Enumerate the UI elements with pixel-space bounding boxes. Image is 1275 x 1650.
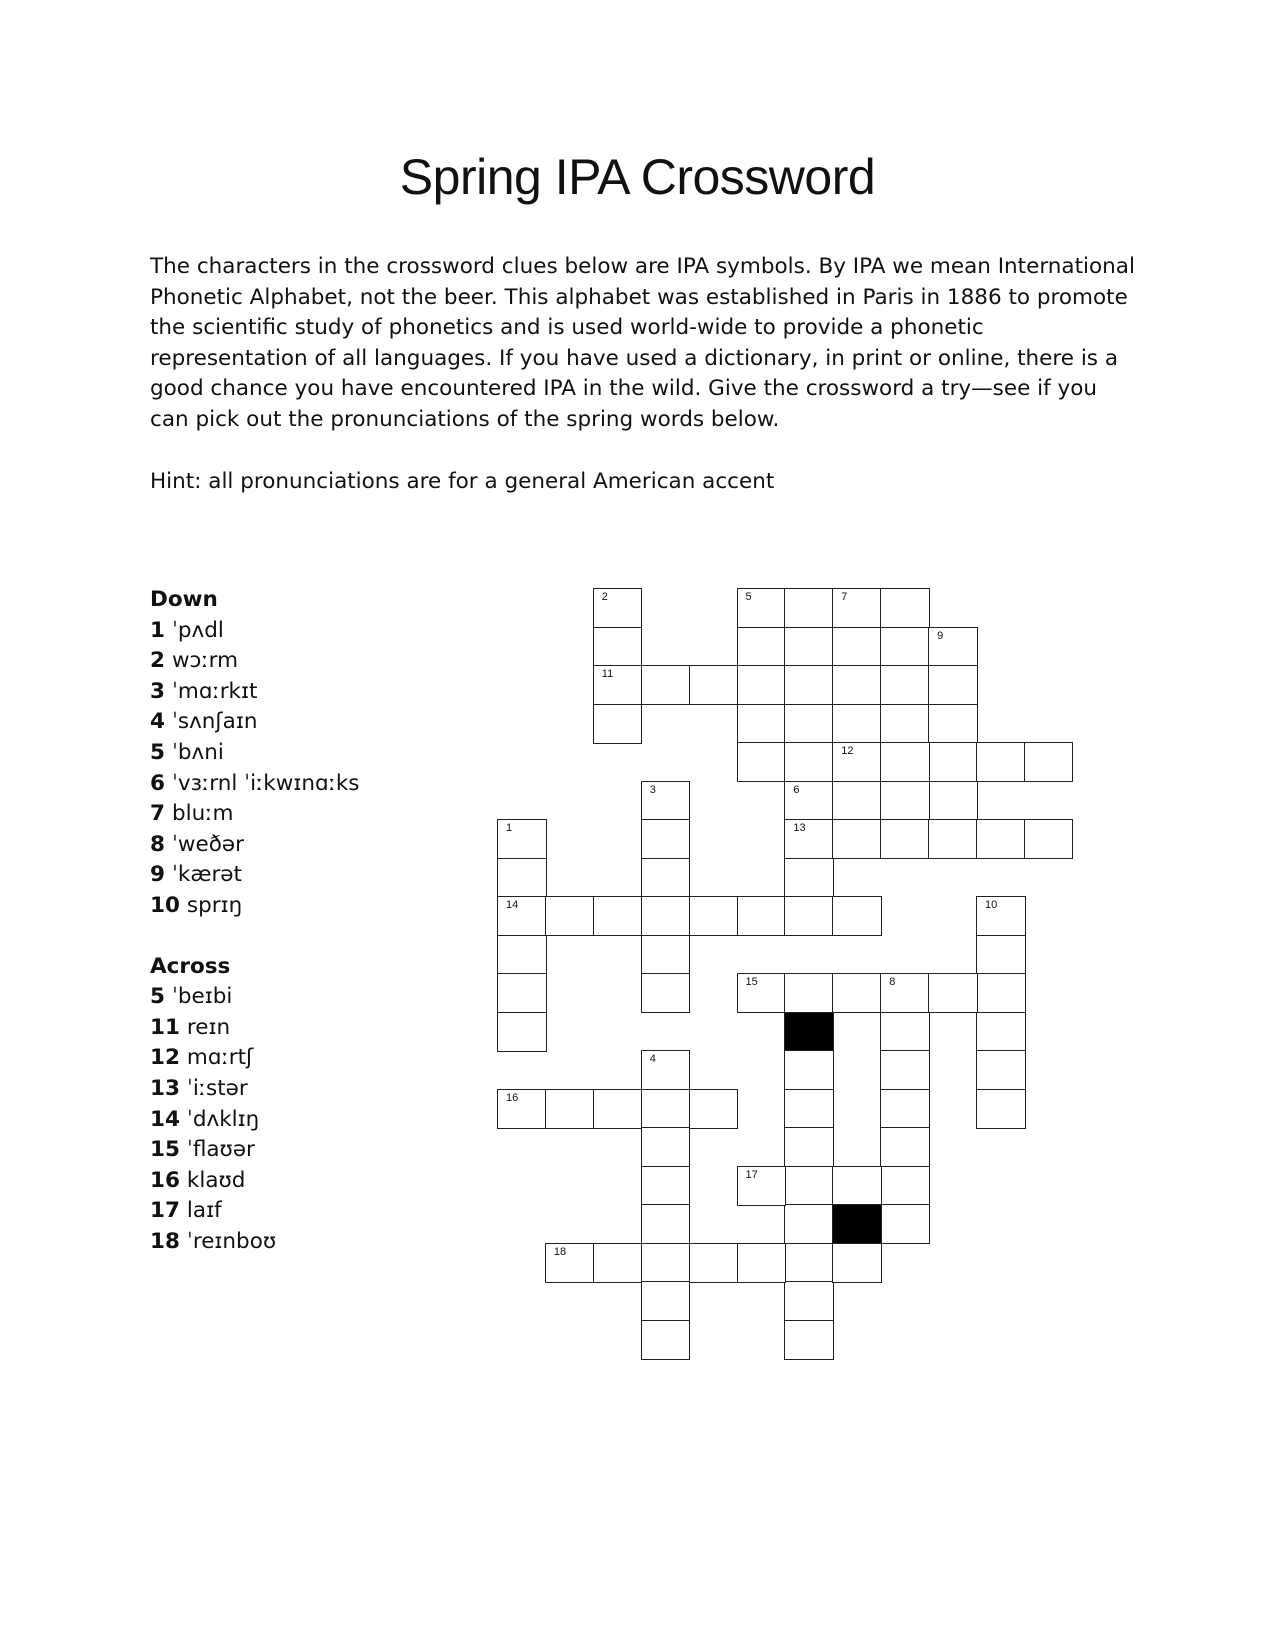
grid-cell[interactable] <box>497 935 547 975</box>
cell-number: 3 <box>649 783 656 796</box>
grid-cell[interactable] <box>784 1281 834 1321</box>
grid-cell[interactable] <box>689 896 739 936</box>
cell-number: 15 <box>745 976 758 988</box>
grid-cell[interactable] <box>737 896 787 936</box>
clue-number: 5 <box>150 984 165 1010</box>
clue-text: ˈkærət <box>171 862 242 888</box>
grid-cell[interactable] <box>784 742 834 782</box>
grid-cell[interactable] <box>880 627 930 667</box>
grid-cell[interactable] <box>497 896 547 936</box>
grid-cell[interactable] <box>784 896 834 936</box>
clue-number: 3 <box>150 678 165 704</box>
grid-cell[interactable] <box>737 1243 787 1283</box>
grid-cell[interactable] <box>976 935 1026 975</box>
grid-cell[interactable] <box>880 819 930 859</box>
grid-cell[interactable] <box>689 1089 739 1129</box>
cell-number: 4 <box>649 1053 656 1065</box>
cell-number: 13 <box>793 822 806 834</box>
grid-cell[interactable] <box>737 627 787 667</box>
grid-cell[interactable] <box>497 973 547 1013</box>
grid-cell[interactable] <box>737 973 787 1013</box>
grid-cell[interactable] <box>928 665 978 705</box>
grid-cell[interactable] <box>928 704 978 744</box>
grid-cell[interactable] <box>784 973 834 1013</box>
grid-cell[interactable] <box>880 665 930 705</box>
down-clue <box>150 891 490 922</box>
grid-cell[interactable] <box>880 1127 930 1167</box>
clue-text: ˈflaʊər <box>186 1137 255 1163</box>
grid-cell[interactable] <box>784 1050 834 1090</box>
grid-cell[interactable] <box>784 1320 834 1360</box>
grid-cell[interactable] <box>880 1166 930 1206</box>
grid-block-cell <box>832 1204 882 1244</box>
intro-paragraph: The characters in the crossword clues below are IPA symbols. By IPA we mean International Phonetic Alphabet, not the beer. This alphabet was established in Paris in 1886 to promote the scientific study of phonetics and is used world-wide to provide a phonetic representation of all languages. If you have used a dictionary, in print or online, there is a good chance you have encountered IPA in the wild. Give the crossword a try—see if you can pick out the pronunciations of the spring words below. <box>150 254 1135 432</box>
grid-cell[interactable] <box>593 704 643 744</box>
hint-text: Hint: all pronunciations are for a general American accent <box>150 469 775 494</box>
grid-cell[interactable] <box>641 1166 691 1206</box>
grid-block-cell <box>784 1012 834 1052</box>
grid-cell[interactable] <box>641 819 691 859</box>
clue-text: ˈmɑːrkɪt <box>171 678 258 704</box>
grid-cell[interactable] <box>928 627 978 667</box>
grid-cell[interactable] <box>784 588 834 628</box>
clue-spacer <box>150 922 490 952</box>
grid-cell[interactable] <box>641 1204 691 1244</box>
across-clue <box>150 1043 490 1074</box>
grid-cell[interactable] <box>593 588 643 628</box>
grid-cell[interactable] <box>593 665 643 705</box>
grid-cell[interactable] <box>545 1089 595 1129</box>
cell-number: 18 <box>553 1245 567 1258</box>
clue-number: 5 <box>150 739 165 765</box>
clue-number: 16 <box>150 1167 180 1193</box>
clue-number: 18 <box>150 1228 180 1254</box>
cell-number: 9 <box>937 629 944 642</box>
grid-cell[interactable] <box>976 896 1026 936</box>
grid-cell[interactable] <box>545 1243 595 1283</box>
page-title: Spring IPA Crossword <box>399 149 876 205</box>
across-clue <box>150 1013 490 1044</box>
grid-cell[interactable] <box>784 627 834 667</box>
grid-cell[interactable] <box>641 1127 691 1167</box>
cell-number: 5 <box>745 591 752 603</box>
grid-cell[interactable] <box>976 1089 1026 1129</box>
grid-cell[interactable] <box>784 858 834 898</box>
clue-text: ˈvɜːrnl ˈiːkwɪnɑːks <box>171 770 360 796</box>
grid-cell[interactable] <box>832 973 882 1013</box>
clue-number: 12 <box>150 1045 180 1071</box>
clue-text: ˈpʌdl <box>171 617 224 643</box>
grid-cell[interactable] <box>784 781 834 821</box>
clue-text: ˈsʌnʃaɪn <box>171 709 258 735</box>
grid-cell[interactable] <box>880 588 930 628</box>
cell-number: 6 <box>793 783 800 796</box>
grid-cell[interactable] <box>880 781 930 821</box>
grid-cell[interactable] <box>880 1050 930 1090</box>
grid-cell[interactable] <box>593 627 643 667</box>
across-clue <box>150 1074 490 1105</box>
clue-text: ˈweðər <box>171 831 244 857</box>
clue-text: laɪf <box>186 1198 222 1224</box>
clue-number: 8 <box>150 831 165 857</box>
grid-cell[interactable] <box>641 665 691 705</box>
cell-number: 16 <box>506 1091 519 1104</box>
grid-cell[interactable] <box>641 896 691 936</box>
grid-cell[interactable] <box>737 704 787 744</box>
cell-number: 14 <box>506 899 519 911</box>
down-clue <box>150 677 490 708</box>
cell-number: 11 <box>601 668 614 680</box>
clue-number: 2 <box>150 648 165 674</box>
clue-number: 7 <box>150 801 165 827</box>
grid-cell[interactable] <box>976 973 1026 1013</box>
grid-cell[interactable] <box>641 1281 691 1321</box>
grid-cell[interactable] <box>737 1166 787 1206</box>
clue-number: 17 <box>150 1198 180 1224</box>
down-clue <box>150 616 490 647</box>
across-clue <box>150 1135 490 1166</box>
grid-cell[interactable] <box>832 819 882 859</box>
grid-cell[interactable] <box>784 1204 834 1244</box>
grid-cell[interactable] <box>593 1089 643 1129</box>
grid-cell[interactable] <box>832 665 882 705</box>
grid-cell[interactable] <box>832 704 882 744</box>
grid-cell[interactable] <box>641 1320 691 1360</box>
down-clue <box>150 738 490 769</box>
clue-text: ˈbeɪbi <box>171 984 233 1010</box>
grid-cell[interactable] <box>641 781 691 821</box>
clue-number: 11 <box>150 1014 180 1040</box>
down-clue <box>150 799 490 830</box>
clue-number: 10 <box>150 892 180 918</box>
clue-number: 4 <box>150 709 165 735</box>
down-clue <box>150 860 490 891</box>
grid-cell[interactable] <box>832 1166 882 1206</box>
grid-cell[interactable] <box>976 1012 1026 1052</box>
clue-number: 15 <box>150 1137 180 1163</box>
grid-cell[interactable] <box>737 742 787 782</box>
grid-cell[interactable] <box>593 896 643 936</box>
grid-cell[interactable] <box>784 1089 834 1129</box>
grid-cell[interactable] <box>832 588 882 628</box>
grid-cell[interactable] <box>976 819 1026 859</box>
cell-number: 17 <box>745 1168 758 1181</box>
grid-cell[interactable] <box>880 1089 930 1129</box>
clue-text: bluːm <box>171 801 234 827</box>
grid-cell[interactable] <box>784 665 834 705</box>
across-clue <box>150 1196 490 1227</box>
cell-number: 1 <box>506 822 513 834</box>
grid-cell[interactable] <box>832 781 882 821</box>
grid-cell[interactable] <box>641 973 691 1013</box>
grid-cell[interactable] <box>832 742 882 782</box>
grid-cell[interactable] <box>832 896 882 936</box>
grid-cell[interactable] <box>928 973 978 1013</box>
across-clue <box>150 1166 490 1197</box>
clue-text: reɪn <box>186 1014 231 1040</box>
cell-number: 7 <box>841 591 848 603</box>
clue-number: 1 <box>150 617 165 643</box>
down-clue <box>150 830 490 861</box>
grid-cell[interactable] <box>641 935 691 975</box>
grid-cell[interactable] <box>497 858 547 898</box>
grid-cell[interactable] <box>880 973 930 1013</box>
clue-number: 13 <box>150 1075 180 1101</box>
cell-number: 12 <box>841 745 854 757</box>
grid-cell[interactable] <box>880 1012 930 1052</box>
across-clue <box>150 982 490 1013</box>
grid-cell[interactable] <box>641 1050 691 1090</box>
across-heading: Across <box>150 953 231 979</box>
grid-cell[interactable] <box>497 1089 547 1129</box>
clue-number: 6 <box>150 770 165 796</box>
grid-cell[interactable] <box>784 1243 834 1283</box>
grid-cell[interactable] <box>497 1012 547 1052</box>
grid-cell[interactable] <box>880 704 930 744</box>
grid-cell[interactable] <box>880 1204 930 1244</box>
down-clue <box>150 646 490 677</box>
grid-cell[interactable] <box>737 665 787 705</box>
across-clue <box>150 1227 490 1258</box>
down-clue <box>150 707 490 738</box>
clue-text: ˈbʌni <box>171 739 224 765</box>
grid-cell[interactable] <box>689 1243 739 1283</box>
grid-cell[interactable] <box>784 1166 834 1206</box>
clue-number: 14 <box>150 1106 180 1132</box>
grid-cell[interactable] <box>928 742 978 782</box>
clue-text: ˈdʌklɪŋ <box>186 1106 260 1132</box>
grid-cell[interactable] <box>737 588 787 628</box>
grid-cell[interactable] <box>1024 742 1074 782</box>
grid-cell[interactable] <box>832 627 882 667</box>
grid-cell[interactable] <box>497 819 547 859</box>
grid-cell[interactable] <box>928 781 978 821</box>
grid-cell[interactable] <box>880 742 930 782</box>
clue-text: ˈiːstər <box>186 1075 248 1101</box>
grid-cell[interactable] <box>832 1243 882 1283</box>
grid-cell[interactable] <box>976 742 1026 782</box>
grid-cell[interactable] <box>1024 819 1074 859</box>
grid-cell[interactable] <box>928 819 978 859</box>
grid-cell[interactable] <box>593 1243 643 1283</box>
clue-list <box>150 585 490 1257</box>
down-clue <box>150 769 490 800</box>
clue-text: sprɪŋ <box>186 892 243 918</box>
grid-cell[interactable] <box>784 819 834 859</box>
clue-text: wɔːrm <box>171 648 239 674</box>
grid-cell[interactable] <box>641 1243 691 1283</box>
grid-cell[interactable] <box>976 1050 1026 1090</box>
grid-cell[interactable] <box>641 858 691 898</box>
cell-number: 2 <box>601 591 608 603</box>
down-heading: Down <box>150 587 218 612</box>
clue-text: ˈreɪnboʊ <box>186 1228 277 1254</box>
clue-text: klaʊd <box>186 1167 246 1193</box>
grid-cell[interactable] <box>784 704 834 744</box>
grid-cell[interactable] <box>784 1127 834 1167</box>
grid-cell[interactable] <box>689 665 739 705</box>
cell-number: 10 <box>985 899 998 911</box>
grid-cell[interactable] <box>545 896 595 936</box>
cell-number: 8 <box>889 976 896 988</box>
across-clue <box>150 1105 490 1136</box>
grid-cell[interactable] <box>641 1089 691 1129</box>
clue-number: 9 <box>150 862 165 888</box>
clue-text: mɑːrtʃ <box>186 1045 254 1071</box>
